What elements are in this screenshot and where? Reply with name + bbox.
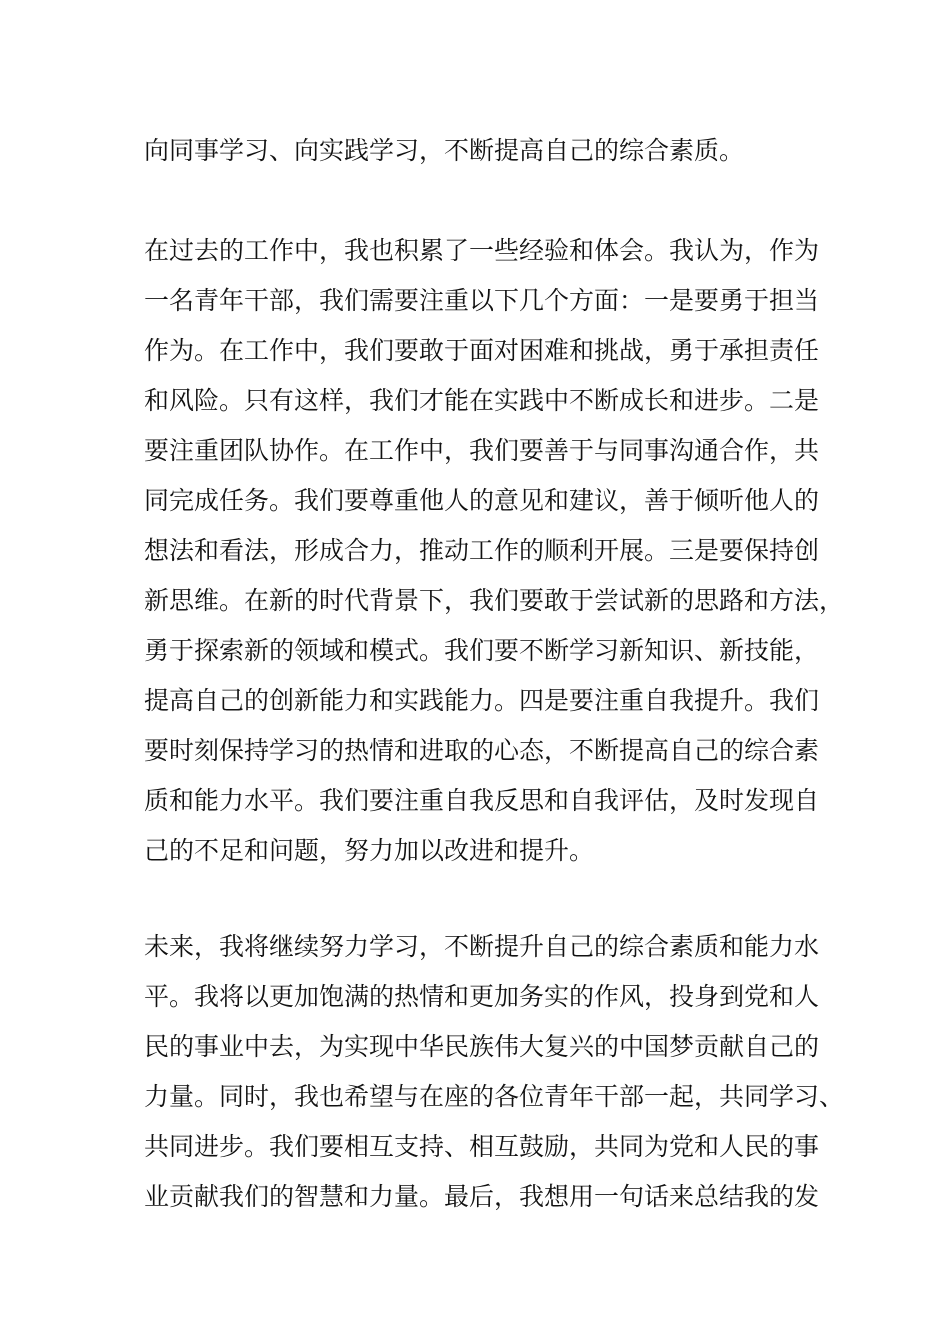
text-line: 一名青年干部，我们需要注重以下几个方面：一是要勇于担当 <box>144 286 820 315</box>
paragraph-3 <box>144 922 845 1222</box>
text-line: 同完成任务。我们要尊重他人的意见和建议，善于倾听他人的 <box>144 486 820 515</box>
text-line: 共同进步。我们要相互支持、相互鼓励，共同为党和人民的事 <box>144 1132 820 1161</box>
text-line: 要注重团队协作。在工作中，我们要善于与同事沟通合作，共 <box>144 436 820 465</box>
text-line: 己的不足和问题，努力加以改进和提升。 <box>144 836 595 865</box>
text-line: 想法和看法，形成合力，推动工作的顺利开展。三是要保持创 <box>144 536 820 565</box>
text-line: 民的事业中去，为实现中华民族伟大复兴的中国梦贡献自己的 <box>144 1032 820 1061</box>
text-line: 平。我将以更加饱满的热情和更加务实的作风，投身到党和人 <box>144 982 820 1011</box>
text-line: 力量。同时，我也希望与在座的各位青年干部一起，共同学习、 <box>144 1082 845 1111</box>
text-line: 质和能力水平。我们要注重自我反思和自我评估，及时发现自 <box>144 786 820 815</box>
text-line: 作为。在工作中，我们要敢于面对困难和挑战，勇于承担责任 <box>144 336 820 365</box>
text-line: 提高自己的创新能力和实践能力。四是要注重自我提升。我们 <box>144 686 820 715</box>
text-line: 向同事学习、向实践学习，不断提高自己的综合素质。 <box>144 136 745 165</box>
paragraph-1 <box>144 126 814 176</box>
text-line: 在过去的工作中，我也积累了一些经验和体会。我认为，作为 <box>144 236 820 265</box>
text-line: 和风险。只有这样，我们才能在实践中不断成长和进步。二是 <box>144 386 820 415</box>
text-line: 未来，我将继续努力学习，不断提升自己的综合素质和能力水 <box>144 932 820 961</box>
text-line: 勇于探索新的领域和模式。我们要不断学习新知识、新技能， <box>144 636 820 665</box>
paragraph-2 <box>144 226 845 876</box>
text-line: 要时刻保持学习的热情和进取的心态，不断提高自己的综合素 <box>144 736 820 765</box>
text-line: 业贡献我们的智慧和力量。最后，我想用一句话来总结我的发 <box>144 1182 820 1211</box>
text-line: 新思维。在新的时代背景下，我们要敢于尝试新的思路和方法， <box>144 586 845 615</box>
